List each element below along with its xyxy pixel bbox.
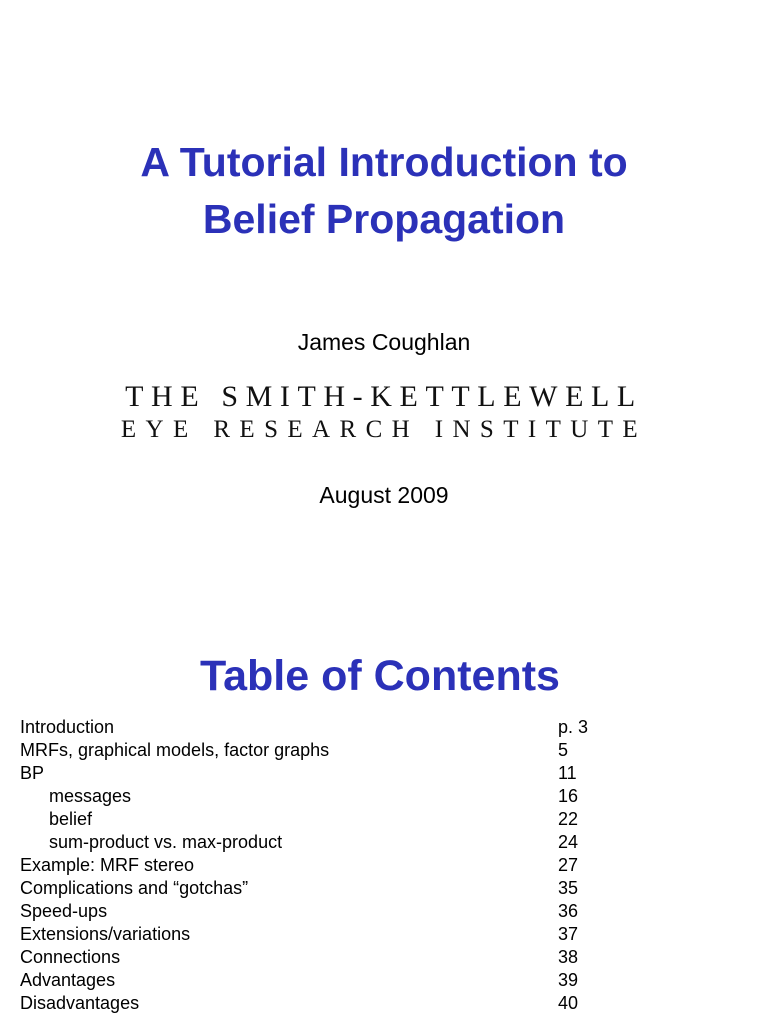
toc-entry-label: Example: MRF stereo <box>20 855 195 875</box>
toc-entry <box>0 739 768 762</box>
title-line-1: A Tutorial Introduction to <box>140 139 628 185</box>
toc-entry-label: Extensions/variations <box>20 924 191 944</box>
toc-entry-page: 37 <box>558 924 579 944</box>
toc-entry-label: messages <box>49 786 132 806</box>
toc-entry <box>0 900 768 923</box>
toc-entry-label: sum-product vs. max-product <box>49 832 283 852</box>
toc-entry-page: 40 <box>558 993 579 1013</box>
toc-subentry <box>0 831 768 854</box>
toc-entry-label: Advantages <box>20 970 116 990</box>
author-name: James Coughlan <box>297 329 471 355</box>
toc-entry-label: Introduction <box>20 717 115 737</box>
toc-entry <box>0 762 768 785</box>
toc-heading: Table of Contents <box>200 652 560 700</box>
toc-entry-page: 11 <box>558 763 577 783</box>
toc-entry-page: 16 <box>558 786 579 806</box>
toc-entry-label: Disadvantages <box>20 993 140 1013</box>
toc-entry-page: 24 <box>558 832 579 852</box>
toc-entry-page: 39 <box>558 970 579 990</box>
toc-entry <box>0 877 768 900</box>
toc-entry <box>0 946 768 969</box>
toc-entry-label: Connections <box>20 947 121 967</box>
toc-entry-page: 5 <box>558 740 569 760</box>
toc-entry-label: Speed-ups <box>20 901 108 921</box>
toc-entry-page: 35 <box>558 878 579 898</box>
toc-entry-label: BP <box>20 763 45 783</box>
toc-entry <box>0 923 768 946</box>
toc-entry <box>0 969 768 992</box>
toc-entry-page: 22 <box>558 809 579 829</box>
title-line-2: Belief Propagation <box>202 196 566 242</box>
institution-logo-line-2: EYE RESEARCH INSTITUTE <box>120 416 648 443</box>
toc-entry-page: 36 <box>558 901 579 921</box>
toc-subentry <box>0 785 768 808</box>
toc-entry-label: belief <box>49 809 93 829</box>
toc-entry-page: 38 <box>558 947 579 967</box>
toc-entry <box>0 854 768 877</box>
publication-date: August 2009 <box>319 482 449 508</box>
toc-entry-page: 27 <box>558 855 579 875</box>
toc-list <box>0 716 768 1015</box>
toc-entry-label: MRFs, graphical models, factor graphs <box>20 740 330 760</box>
toc-entry-label: Complications and “gotchas” <box>20 878 249 898</box>
toc-entry <box>0 992 768 1015</box>
institution-logo-line-1: THE SMITH-KETTLEWELL <box>125 380 643 413</box>
toc-entry <box>0 716 768 739</box>
toc-entry-page: p. 3 <box>558 717 589 737</box>
toc-subentry <box>0 808 768 831</box>
